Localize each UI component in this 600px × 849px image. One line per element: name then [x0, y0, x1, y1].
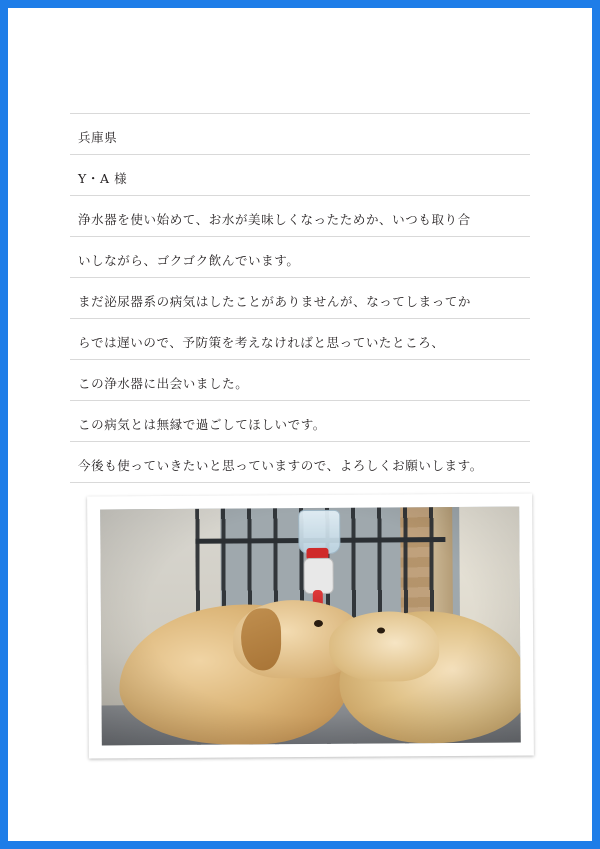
photo-vignette — [100, 507, 521, 746]
letter-line — [70, 237, 530, 278]
photograph — [87, 493, 534, 758]
letter-line-text: 浄水器を使い始めて、お水が美味しくなったためか、いつも取り合 — [78, 212, 471, 227]
letter-line-text: 兵庫県 — [78, 130, 118, 145]
letter-line — [70, 196, 530, 237]
letter-line — [70, 401, 530, 442]
photo-image — [100, 507, 521, 746]
letter-line-text: Y・A 様 — [78, 171, 128, 186]
letter-line — [70, 360, 530, 401]
letter-line — [70, 155, 530, 196]
letter-line — [70, 278, 530, 319]
letter-line — [70, 113, 530, 155]
letter-body — [70, 113, 530, 483]
letter-line-text: いしながら、ゴクゴク飲んでいます。 — [78, 253, 300, 268]
letter-line-text: まだ泌尿器系の病気はしたことがありませんが、なってしまってか — [78, 294, 472, 309]
letter-line — [70, 319, 530, 360]
letter-line-text: この病気とは無縁で過ごしてほしいです。 — [78, 417, 326, 432]
letter-line-text: らでは遅いので、予防策を考えなければと思っていたところ、 — [78, 335, 445, 350]
letter-line-text: この浄水器に出会いました。 — [78, 376, 249, 391]
letter-line-text: 今後も使っていきたいと思っていますので、よろしくお願いします。 — [78, 458, 483, 473]
letter-page — [8, 8, 592, 841]
letter-line — [70, 442, 530, 483]
